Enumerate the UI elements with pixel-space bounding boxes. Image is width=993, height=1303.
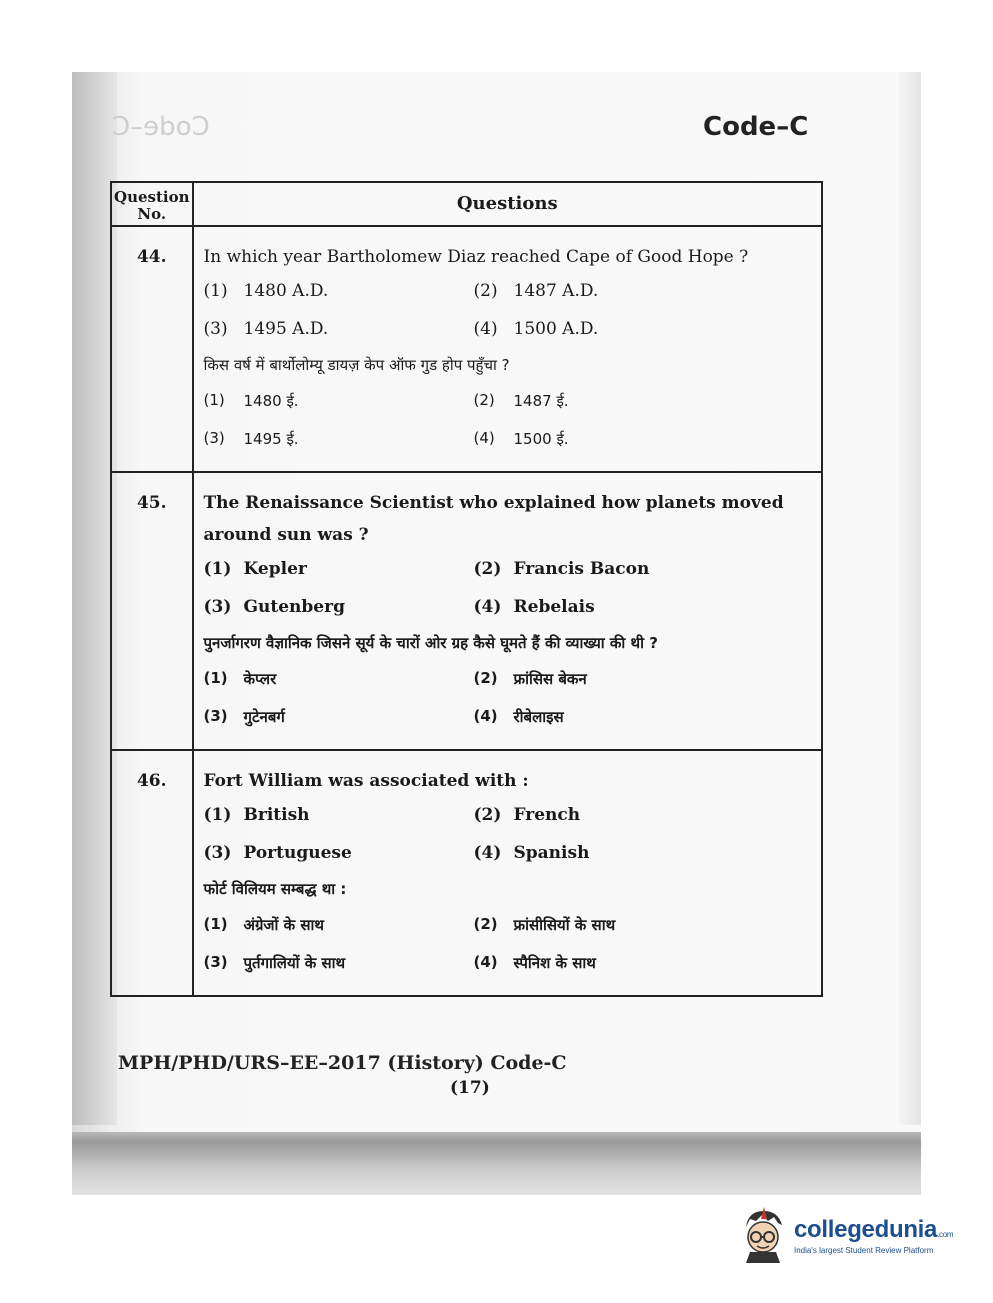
question-no-header: Question No. — [111, 182, 193, 226]
options-hi — [204, 391, 816, 449]
question-number: 45. — [111, 472, 193, 750]
option: (1) केप्लर — [203, 669, 277, 688]
option: (2) 1487 ई. — [473, 391, 569, 410]
options-en — [204, 281, 816, 339]
option: (3) 1495 A.D. — [203, 319, 329, 339]
option: (2) Francis Bacon — [473, 559, 650, 579]
option: (2) 1487 A.D. — [473, 281, 599, 301]
option: (1) 1480 ई. — [203, 391, 299, 410]
option: (1) 1480 A.D. — [203, 281, 329, 301]
question-number: 46. — [111, 750, 193, 996]
question-body — [193, 472, 823, 750]
option: (3) 1495 ई. — [203, 429, 299, 448]
question-row — [111, 226, 822, 472]
page-edge-shadow — [899, 72, 921, 1125]
options-hi — [204, 669, 816, 727]
options-en — [204, 559, 816, 617]
options-en — [204, 805, 816, 863]
paper-code: Code–C — [703, 112, 809, 142]
question-text-en: Fort William was associated with : — [203, 771, 529, 791]
question-body — [193, 226, 823, 472]
page-bottom-shadow — [72, 1132, 921, 1195]
question-row — [111, 750, 822, 996]
option: (4) Rebelais — [473, 597, 595, 617]
question-text-hi: फोर्ट विलियम सम्बद्ध था : — [203, 880, 347, 898]
option: (3) Portuguese — [203, 843, 352, 863]
logo-name: collegedunia.com — [794, 1215, 954, 1243]
questions-header: Questions — [193, 182, 823, 226]
option: (2) French — [473, 805, 581, 825]
option: (3) पुर्तगालियों के साथ — [203, 953, 346, 972]
option: (4) स्पैनिश के साथ — [473, 953, 596, 972]
option: (2) फ्रांसिस बेकन — [473, 669, 587, 688]
option: (4) Spanish — [473, 843, 590, 863]
paper-footer: MPH/PHD/URS–EE–2017 (History) Code-C — [118, 1052, 567, 1074]
questions-table — [110, 181, 823, 997]
question-text-en: In which year Bartholomew Diaz reached Cape of Good Hope ? — [203, 247, 749, 267]
option: (1) British — [203, 805, 310, 825]
question-text-hi: किस वर्ष में बार्थोलोम्यू डायज़ केप ऑफ गुड होप पहुँचा ? — [203, 356, 510, 374]
option: (2) फ्रांसीसियों के साथ — [473, 915, 616, 934]
logo-text — [794, 1216, 953, 1255]
option: (4) 1500 A.D. — [473, 319, 599, 339]
question-row — [111, 472, 822, 750]
logo-tagline: India's largest Student Review Platform — [794, 1245, 934, 1255]
bleed-through-code: Code–C — [112, 112, 210, 142]
question-text-hi: पुनर्जागरण वैज्ञानिक जिसने सूर्य के चारों ओर ग्रह कैसे घूमते हैं की व्याख्या की थी ? — [203, 634, 658, 652]
table-header-row — [111, 182, 822, 226]
question-text-en: The Renaissance Scientist who explained how planets moved around sun was ? — [203, 493, 784, 545]
options-hi — [204, 915, 816, 973]
option: (3) Gutenberg — [203, 597, 345, 617]
option: (1) अंग्रेजों के साथ — [203, 915, 325, 934]
option: (1) Kepler — [203, 559, 307, 579]
option: (4) रीबेलाइस — [473, 707, 564, 726]
option: (3) गुटेनबर्ग — [203, 707, 285, 726]
page-number: (17) — [450, 1078, 490, 1098]
collegedunia-logo — [738, 1200, 968, 1270]
question-body — [193, 750, 823, 996]
option: (4) 1500 ई. — [473, 429, 569, 448]
question-number: 44. — [111, 226, 193, 472]
mascot-icon — [738, 1205, 788, 1265]
